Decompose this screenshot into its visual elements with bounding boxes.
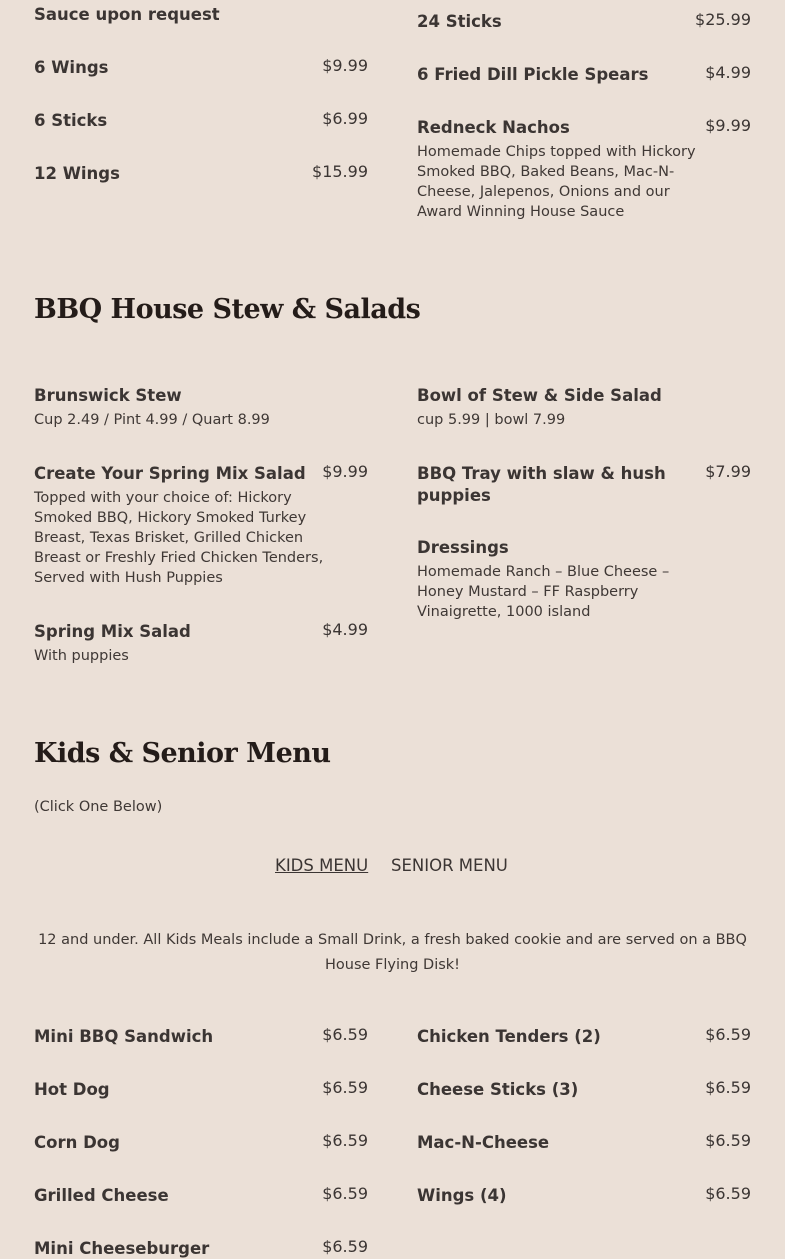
menu-item-name: 6 Wings [34, 58, 109, 77]
menu-item-price: $6.99 [322, 109, 368, 128]
menu-item-description: Homemade Ranch – Blue Cheese – Honey Mustard – FF Raspberry Vinaigrette, 1000 island [417, 564, 670, 620]
menu-item-price: $9.99 [322, 462, 368, 481]
menu-item-name: BBQ Tray with slaw & hush puppies [417, 464, 666, 505]
menu-item-name: 6 Sticks [34, 111, 108, 130]
menu-item-name: Chicken Tenders (2) [417, 1027, 601, 1046]
menu-item-name: 6 Fried Dill Pickle Spears [417, 65, 649, 84]
menu-item-price: $15.99 [312, 162, 368, 181]
section-heading-kids-senior: Kids & Senior Menu [34, 738, 331, 769]
menu-item-price: $9.99 [322, 56, 368, 75]
section-heading-stew-salads: BBQ House Stew & Salads [34, 294, 421, 325]
menu-item-name: Create Your Spring Mix Salad [34, 464, 306, 483]
menu-item-name: Mini BBQ Sandwich [34, 1027, 214, 1046]
menu-item-price: $6.59 [322, 1078, 368, 1097]
menu-item-name: Hot Dog [34, 1080, 110, 1099]
menu-item-price: $6.59 [322, 1237, 368, 1256]
menu-item-name: Spring Mix Salad [34, 622, 191, 641]
menu-item-price: $6.59 [322, 1025, 368, 1044]
menu-item-price: $6.59 [322, 1131, 368, 1150]
menu-item-price: $6.59 [705, 1078, 751, 1097]
menu-item-price: $6.59 [322, 1184, 368, 1203]
section-subtitle: (Click One Below) [34, 799, 163, 815]
menu-item-price: $6.59 [705, 1025, 751, 1044]
menu-item-price: $9.99 [705, 116, 751, 135]
menu-item-name: 12 Wings [34, 164, 120, 183]
menu-item-description: cup 5.99 | bowl 7.99 [417, 412, 566, 428]
menu-item-price: $25.99 [695, 10, 751, 29]
tab-senior-menu[interactable]: SENIOR MENU [391, 856, 508, 875]
kids-menu-note: 12 and under. All Kids Meals include a Small Drink, a fresh baked cookie and are served on a BBQ House Flying Disk! [38, 932, 747, 973]
menu-item-description: Topped with your choice of: Hickory Smoked BBQ, Hickory Smoked Turkey Breast, Texas Brisket, Grilled Chicken Breast or Freshly Fried Chicken Tenders, Served with Hush Puppies [34, 490, 324, 586]
menu-item-name: Bowl of Stew & Side Salad [417, 386, 662, 405]
menu-item-name: 24 Sticks [417, 12, 502, 31]
menu-item-price: $4.99 [322, 620, 368, 639]
menu-item-name: Sauce upon request [34, 5, 220, 24]
menu-item-name: Mini Cheeseburger [34, 1239, 210, 1258]
menu-item-name: Redneck Nachos [417, 118, 570, 137]
menu-item-name: Dressings [417, 538, 509, 557]
menu-item-name: Wings (4) [417, 1186, 507, 1205]
menu-item-name: Brunswick Stew [34, 386, 182, 405]
menu-item-description: Homemade Chips topped with Hickory Smoked BBQ, Baked Beans, Mac-N- Cheese, Jalepenos, Onions and our Award Winning House Sauce [417, 144, 696, 220]
tab-kids-menu[interactable]: KIDS MENU [275, 856, 369, 875]
menu-item-name: Mac-N-Cheese [417, 1133, 550, 1152]
menu-item-name: Corn Dog [34, 1133, 120, 1152]
menu-item-description: Cup 2.49 / Pint 4.99 / Quart 8.99 [34, 412, 270, 428]
menu-item-price: $6.59 [705, 1131, 751, 1150]
menu-item-price: $6.59 [705, 1184, 751, 1203]
menu-item-name: Cheese Sticks (3) [417, 1080, 579, 1099]
menu-item-price: $4.99 [705, 63, 751, 82]
menu-item-description: With puppies [34, 648, 129, 664]
menu-item-name: Grilled Cheese [34, 1186, 169, 1205]
menu-item-price: $7.99 [705, 462, 751, 481]
